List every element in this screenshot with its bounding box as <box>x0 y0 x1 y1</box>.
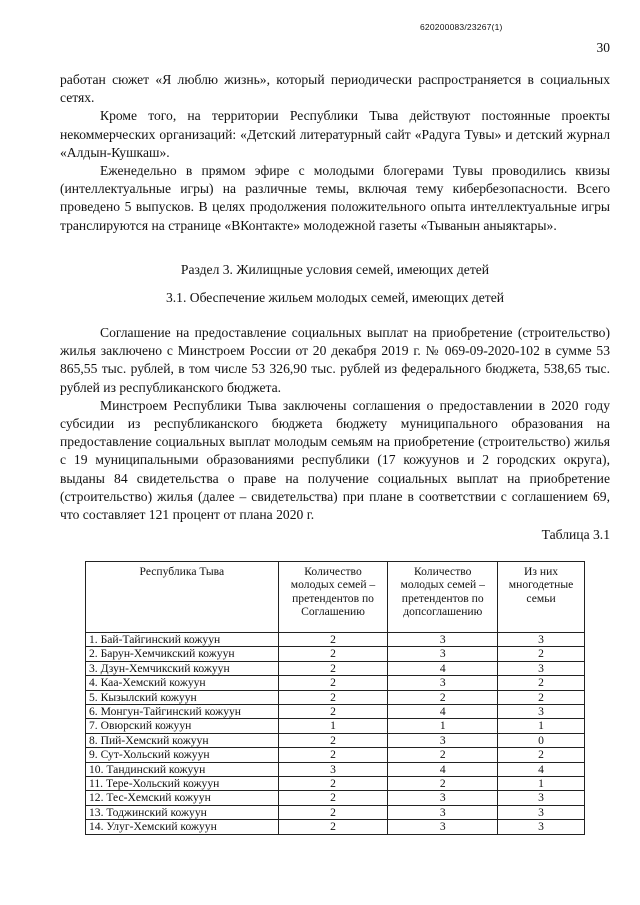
large-families-count-cell: 3 <box>498 661 585 675</box>
large-families-count-cell: 2 <box>498 647 585 661</box>
col-header-large-families: Из них многодетные семьи <box>498 562 585 633</box>
supplementary-count-cell: 4 <box>388 661 498 675</box>
supplementary-count-cell: 3 <box>388 791 498 805</box>
agreement-count-cell: 2 <box>278 805 388 819</box>
supplementary-count-cell: 3 <box>388 733 498 747</box>
supplementary-count-cell: 1 <box>388 719 498 733</box>
agreement-count-cell: 2 <box>278 705 388 719</box>
paragraph-5: Минстроем Республики Тыва заключены соглашения о предоставлении в 2020 году субсидии из республиканского бюджета бюджету муниципального образования на предоставление социальных выплат молодым семьям на приобретение (строительство) жилья с 19 муниципальными образованиями республики (17 кожуунов и 2 городских округа), выданы 84 свидетельства о праве на получение социальных выплат на приобретение (строительство) жилья (далее – свидетельства) при плане в соответствии с соглашением 69, что составляет 121 процент от плана 2020 г. <box>60 397 610 523</box>
agreement-count-cell: 2 <box>278 661 388 675</box>
region-cell: 13. Тоджинский кожуун <box>86 805 279 819</box>
supplementary-count-cell: 3 <box>388 633 498 647</box>
table-row <box>86 733 585 747</box>
agreement-count-cell: 1 <box>278 719 388 733</box>
region-cell: 2. Барун-Хемчикский кожуун <box>86 647 279 661</box>
paragraph-2: Кроме того, на территории Республики Тыва действуют постоянные проекты некоммерческих организаций: «Детский литературный сайт «Радуга Тувы» и детский журнал «Алдын-Кушкаш». <box>60 108 610 160</box>
table-row <box>86 791 585 805</box>
intro-text <box>60 71 610 235</box>
region-cell: 1. Бай-Тайгинский кожуун <box>86 633 279 647</box>
large-families-count-cell: 2 <box>498 676 585 690</box>
agreement-count-cell: 2 <box>278 820 388 834</box>
table-row <box>86 705 585 719</box>
document-id: 620200083/23267(1) <box>420 22 503 32</box>
large-families-count-cell: 2 <box>498 690 585 704</box>
region-cell: 5. Кызылский кожуун <box>86 690 279 704</box>
table-caption: Таблица 3.1 <box>541 527 610 542</box>
supplementary-count-cell: 2 <box>388 690 498 704</box>
table-row <box>86 633 585 647</box>
table-row <box>86 719 585 733</box>
large-families-count-cell: 3 <box>498 820 585 834</box>
col-header-supplementary: Количество молодых семей – претендентов по допсоглашению <box>388 562 498 633</box>
region-cell: 10. Тандинский кожуун <box>86 762 279 776</box>
agreement-count-cell: 2 <box>278 647 388 661</box>
table-row <box>86 777 585 791</box>
agreement-count-cell: 3 <box>278 762 388 776</box>
agreement-count-cell: 2 <box>278 748 388 762</box>
table-row <box>86 647 585 661</box>
paragraph-4: Соглашение на предоставление социальных выплат на приобретение (строительство) жилья заключено с Минстроем России от 20 декабря 2019 г. № 069-09-2020-102 в сумме 53 865,55 тыс. рублей, в том числе 53 326,90 тыс. рублей из федерального бюджета, 538,65 тыс. рублей из республиканского бюджета. <box>60 325 610 395</box>
region-cell: 6. Монгун-Тайгинский кожуун <box>86 705 279 719</box>
region-cell: 9. Сут-Хольский кожуун <box>86 748 279 762</box>
page-number: 30 <box>596 40 610 55</box>
large-families-count-cell: 3 <box>498 633 585 647</box>
region-cell: 14. Улуг-Хемский кожуун <box>86 820 279 834</box>
large-families-count-cell: 3 <box>498 805 585 819</box>
col-header-region: Республика Тыва <box>86 562 279 633</box>
paragraph-3: Еженедельно в прямом эфире с молодыми блогерами Тувы проводились квизы (интеллектуальные игры) на различные темы, включая тему кибербезопасности. Всего проведено 5 выпусков. В целях продолжения положительного опыта интеллектуальные игры транслируются на странице «ВКонтакте» молодежной газеты «Тыванын аныяктары». <box>60 163 610 233</box>
table-row <box>86 676 585 690</box>
agreement-count-cell: 2 <box>278 633 388 647</box>
paragraph-1: работан сюжет «Я люблю жизнь», который периодически распространяется в социальных сетях. <box>60 72 610 106</box>
supplementary-count-cell: 3 <box>388 676 498 690</box>
supplementary-count-cell: 2 <box>388 777 498 791</box>
large-families-count-cell: 4 <box>498 762 585 776</box>
table-row <box>86 690 585 704</box>
supplementary-count-cell: 3 <box>388 647 498 661</box>
region-cell: 8. Пий-Хемский кожуун <box>86 733 279 747</box>
table-body <box>86 633 585 835</box>
subsection-heading: 3.1. Обеспечение жильем молодых семей, имеющих детей <box>165 290 505 305</box>
agreement-count-cell: 2 <box>278 777 388 791</box>
supplementary-count-cell: 4 <box>388 762 498 776</box>
agreement-count-cell: 2 <box>278 791 388 805</box>
large-families-count-cell: 3 <box>498 705 585 719</box>
table-row <box>86 661 585 675</box>
table-row <box>86 805 585 819</box>
large-families-count-cell: 1 <box>498 719 585 733</box>
table-row <box>86 762 585 776</box>
table-header-row <box>86 562 585 633</box>
region-cell: 11. Тере-Хольский кожуун <box>86 777 279 791</box>
large-families-count-cell: 3 <box>498 791 585 805</box>
agreement-count-cell: 2 <box>278 690 388 704</box>
large-families-count-cell: 0 <box>498 733 585 747</box>
families-table <box>85 561 585 835</box>
col-header-agreement: Количество молодых семей – претендентов по Соглашению <box>278 562 388 633</box>
region-cell: 4. Каа-Хемский кожуун <box>86 676 279 690</box>
supplementary-count-cell: 3 <box>388 805 498 819</box>
region-cell: 12. Тес-Хемский кожуун <box>86 791 279 805</box>
agreement-count-cell: 2 <box>278 733 388 747</box>
table-row <box>86 748 585 762</box>
section-text <box>60 324 610 524</box>
region-cell: 3. Дзун-Хемчикский кожуун <box>86 661 279 675</box>
region-cell: 7. Овюрский кожуун <box>86 719 279 733</box>
agreement-count-cell: 2 <box>278 676 388 690</box>
supplementary-count-cell: 3 <box>388 820 498 834</box>
supplementary-count-cell: 2 <box>388 748 498 762</box>
large-families-count-cell: 2 <box>498 748 585 762</box>
table-row <box>86 820 585 834</box>
large-families-count-cell: 1 <box>498 777 585 791</box>
supplementary-count-cell: 4 <box>388 705 498 719</box>
section-heading: Раздел 3. Жилищные условия семей, имеющих детей <box>180 262 490 277</box>
